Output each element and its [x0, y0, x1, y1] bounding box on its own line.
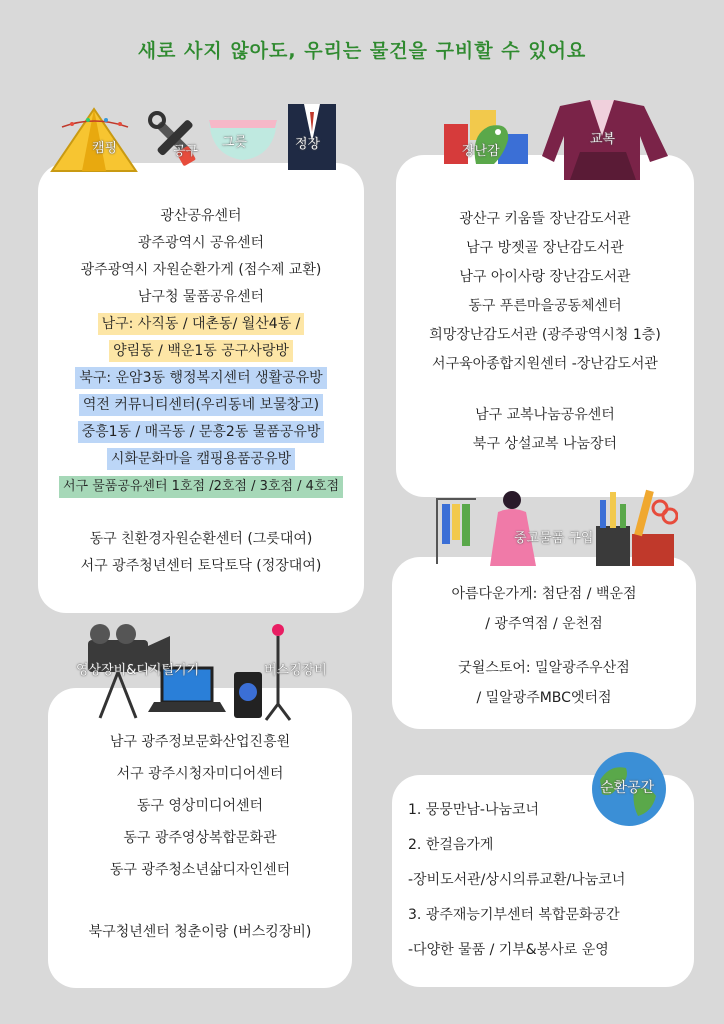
circulation-label: 순환공간: [600, 780, 655, 796]
sharing-center-card: [38, 163, 364, 613]
suit-label: 정장: [295, 137, 321, 152]
toy-library-card: [396, 155, 694, 497]
list-item: 광주광역시 자원순환가게 (점수제 교환): [80, 262, 322, 278]
tools-label: 공구: [173, 144, 199, 159]
list-item: 동구 광주청소년삶디자인센터: [109, 862, 291, 878]
video-equipment-label: 영상장비&디지털기기: [76, 663, 200, 678]
list-item: / 밀알광주MBC엣터점: [476, 690, 612, 706]
secondhand-store-card: [392, 557, 696, 729]
list-item: 광산공유센터: [160, 208, 242, 224]
list-item: 동구 푸른마을공동체센터: [468, 298, 622, 314]
list-item: 남구청 물품공유센터: [137, 289, 265, 305]
list-item: 1. 뭉뭉만남-나눔코너: [408, 802, 540, 818]
toy-label: 장난감: [462, 144, 500, 159]
list-item: -장비도서관/상시의류교환/나눔코너: [408, 872, 626, 888]
list-item: 동구 친환경자원순환센터 (그릇대여): [89, 531, 313, 547]
stationery-icon: [592, 486, 678, 570]
list-item: 동구 광주영상복합문화관: [123, 830, 277, 846]
list-item: 서구육아종합지원센터 -장난감도서관: [432, 356, 658, 372]
list-item-highlight: 서구 물품공유센터 1호점 /2호점 / 3호점 / 4호점: [59, 476, 343, 498]
list-item: 남구 아이사랑 장난감도서관: [459, 269, 631, 285]
list-item-highlight: 역전 커뮤니티센터(우리동네 보물창고): [79, 394, 323, 416]
list-item-highlight: 양림동 / 백운1동 공구사랑방: [109, 340, 293, 362]
page-title: 새로 사지 않아도, 우리는 물건을 구비할 수 있어요: [137, 40, 587, 62]
list-item: 북구청년센터 청춘이랑 (버스킹장비): [88, 924, 312, 940]
list-item: 남구 교복나눔공유센터: [475, 407, 615, 423]
busking-label: 버스킹장비: [264, 663, 327, 678]
list-item: -다양한 물품 / 기부&봉사로 운영: [408, 942, 609, 958]
list-item-highlight: 남구: 사직동 / 대촌동/ 월산4동 /: [98, 313, 305, 335]
list-item: 2. 한걸음가게: [408, 837, 494, 853]
media-equipment-card: [48, 688, 352, 988]
list-item: 남구 방젯골 장난감도서관: [466, 240, 624, 256]
list-item: 북구 상설교복 나눔장터: [472, 436, 618, 452]
list-item-highlight: 시화문화마을 캠핑용품공유방: [107, 448, 295, 470]
list-item: / 광주역점 / 운천점: [485, 616, 603, 632]
list-item: 굿윌스토어: 밀알광주우산점: [458, 660, 630, 676]
list-item: 동구 영상미디어센터: [136, 798, 264, 814]
list-item: 희망장난감도서관 (광주광역시청 1층): [429, 327, 661, 343]
list-item-highlight: 북구: 운암3동 행정복지센터 생활공유방: [75, 367, 326, 389]
uniform-label: 교복: [590, 132, 616, 147]
list-item: 아름다운가게: 첨단점 / 백운점: [451, 586, 637, 602]
list-item: 3. 광주재능기부센터 복합문화공간: [408, 907, 620, 923]
list-item: 광주광역시 공유센터: [137, 235, 265, 251]
list-item-highlight: 중흥1동 / 매곡동 / 문흥2동 물품공유방: [78, 421, 325, 443]
secondhand-label: 중고물품 구입: [514, 531, 594, 546]
tent-label: 캠핑: [92, 141, 118, 156]
list-item: 광산구 키움뜰 장난감도서관: [459, 211, 631, 227]
tools-icon: [145, 108, 203, 168]
bowl-label: 그릇: [222, 135, 248, 150]
list-item: 서구 광주시청자미디어센터: [116, 766, 284, 782]
list-item: 서구 광주청년센터 토닥토닥 (정장대여): [80, 558, 322, 574]
list-item: 남구 광주정보문화산업진흥원: [109, 734, 291, 750]
